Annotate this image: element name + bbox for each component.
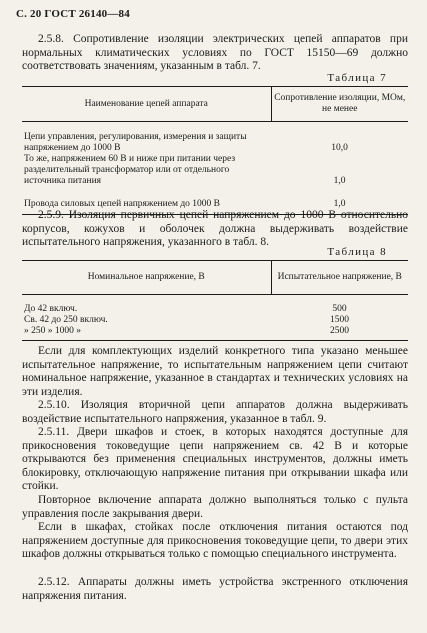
table7-caption: Таблица 7 bbox=[327, 72, 387, 84]
table8-row2-value: 1500 bbox=[330, 314, 349, 325]
table7-col2-header: Сопротивление изоляции, МОм, не менее bbox=[271, 87, 408, 122]
table8-row2-name: Св. 42 до 250 включ. bbox=[24, 314, 108, 325]
table8-row1-name: До 42 включ. bbox=[24, 303, 78, 314]
table8-row1-value: 500 bbox=[332, 303, 347, 314]
section-2-5-12: 2.5.12. Аппараты должны иметь устройства экстренного отключения напряжения питания. bbox=[22, 576, 408, 602]
table8-row3-name: » 250 » 1000 » bbox=[24, 326, 81, 336]
section-2-5-10: 2.5.10. Изоляция вторичной цепи аппаратов должна выдерживать воздействие испытательного напряжения, указанное в табл. 9. bbox=[22, 399, 408, 425]
table8-row3-value: 2500 bbox=[330, 326, 349, 336]
table7-row2-name: То же, напряжением 60 В и ниже при питании через разделительный трансформатор или от отдельного источника питания bbox=[24, 153, 236, 186]
table-7 bbox=[22, 86, 408, 215]
page-header: С. 20 ГОСТ 26140—84 bbox=[16, 8, 130, 20]
table7-row2-value: 1,0 bbox=[333, 175, 346, 186]
section-2-5-11: 2.5.11. Двери шкафов и стоек, в которых находятся доступные для прикосновения токоведущие цепи напряжением св. 42 В и которые открываются без применения специальных инструментов, должны иметь блокировку, отключающую напряжение питания при открывании шкафа или стойки. bbox=[22, 426, 408, 492]
section-2-5-8: 2.5.8. Сопротивление изоляции электрических цепей аппаратов при нормальных климатических условиях по ГОСТ 15150—69 должно соответствовать значениям, указанным в табл. 7. bbox=[22, 33, 408, 72]
table7-row1-value: 10,0 bbox=[331, 142, 348, 153]
table8-col2-header: Испытательное напряжение, В bbox=[271, 261, 408, 295]
section-2-5-9: 2.5.9. Изоляция первичных цепей напряжением до 1000 В относительно корпусов, кожухов и оболочек должна выдерживать воздействие испытательного напряжения, указанного в табл. 8. bbox=[22, 209, 408, 248]
table7-row3-value: 1,0 bbox=[333, 199, 346, 209]
table-8 bbox=[22, 260, 408, 341]
table8-caption: Таблица 8 bbox=[327, 246, 387, 258]
table7-row3-name: Провода силовых цепей напряжением до 1000 В bbox=[24, 199, 221, 209]
table8-col1-header: Номинальное напряжение, В bbox=[22, 261, 271, 295]
table7-row1-name: Цепи управления, регулирования, измерения и защиты напряжением до 1000 В bbox=[24, 131, 247, 153]
paragraph-complect-items: Если для комплектующих изделий конкретного типа указано меньшее испытательное напряжение, то испытательным напряжением цепи считают номинальное напряжение, указанное в стандартах и технических условиях на эти изделия. bbox=[22, 345, 408, 398]
paragraph-cabinets: Если в шкафах, стойках после отключения питания остаются под напряжением доступные для прикосновения токоведущие цепи, то двери этих шкафов должны открываться только с помощью специального инструмента. bbox=[22, 521, 408, 560]
paragraph-repeat-switch-on: Повторное включение аппарата должно выполняться только с пульта управления после закрывания двери. bbox=[22, 494, 408, 520]
table7-col1-header: Наименование цепей аппарата bbox=[22, 87, 271, 122]
